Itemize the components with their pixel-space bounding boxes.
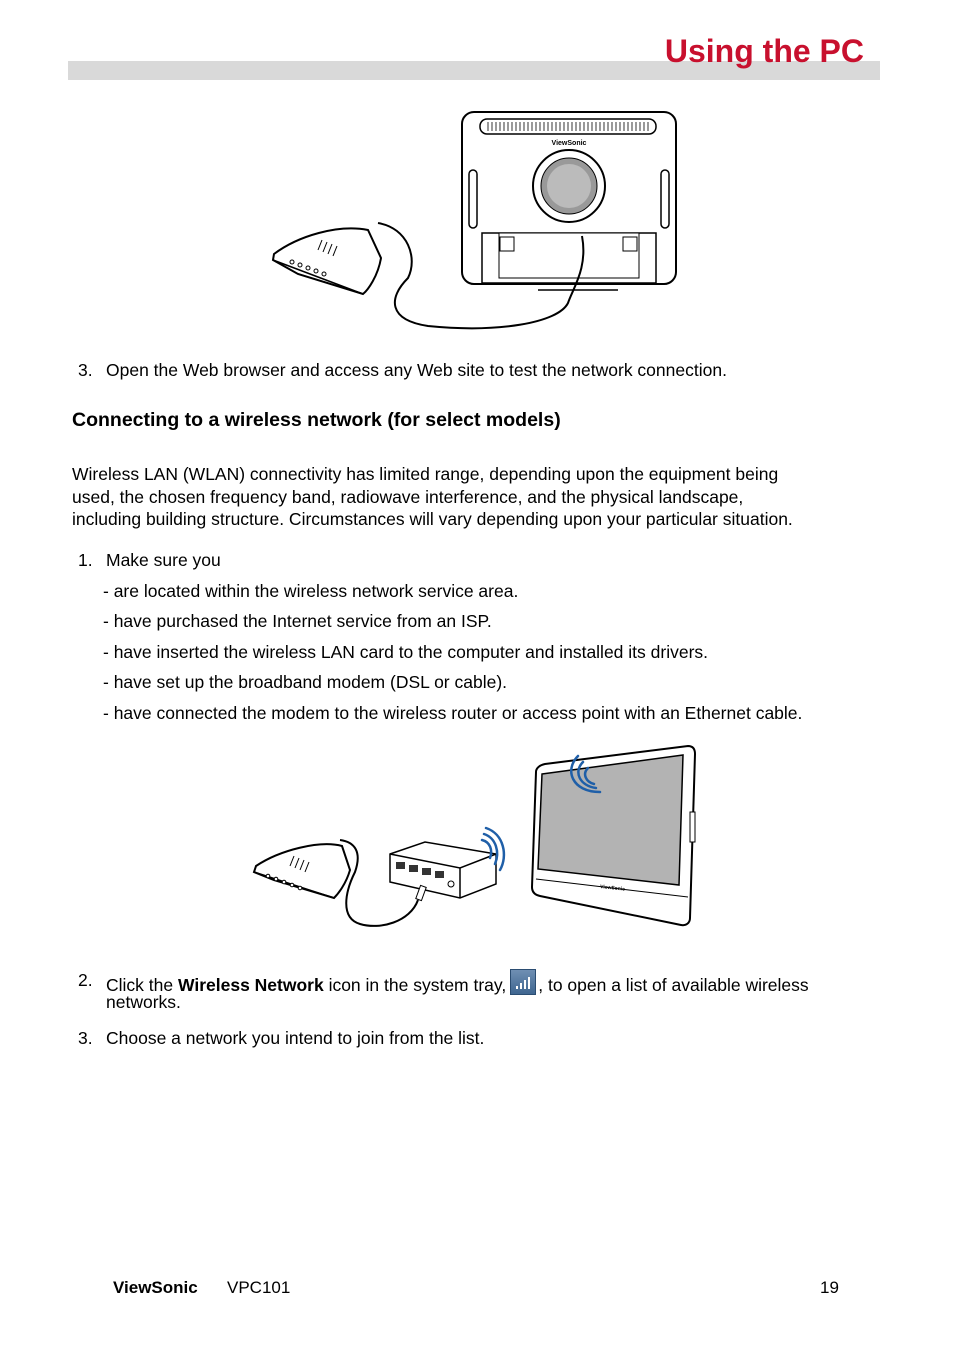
step-number: 3. (78, 360, 93, 380)
wired-connection-illustration (268, 108, 683, 343)
requirement-item: - have set up the broadband modem (DSL or cable). (103, 672, 508, 692)
intro-line: used, the chosen frequency band, radiowave interference, and the physical landscape, (72, 486, 744, 507)
footer-brand: ViewSonic (113, 1278, 198, 1297)
step-text: Open the Web browser and access any Web site to test the network connection. (106, 360, 727, 380)
requirement-item: - are located within the wireless network service area. (103, 581, 519, 601)
wireless-network-term: Wireless Network (177, 975, 324, 995)
requirement-item: - have purchased the Internet service from an ISP. (103, 611, 492, 631)
requirement-item: - have connected the modem to the wireless router or access point with an Ethernet cable. (103, 703, 803, 723)
step-number: 3. (78, 1028, 93, 1048)
page-number: 19 (820, 1278, 839, 1297)
step-text-suffix: , to open a list of available wireless (538, 975, 809, 995)
pc-brand-label: ViewSonic (551, 140, 587, 147)
step-text-middle: icon in the system tray, (323, 975, 507, 995)
footer-model: VPC101 (227, 1278, 291, 1297)
step-text-prefix: Click the (106, 975, 178, 995)
step-text-continued: networks. (106, 992, 181, 1012)
monitor-brand-label: ViewSonic (599, 884, 626, 893)
requirement-item: - have inserted the wireless LAN card to the computer and installed its drivers. (103, 642, 709, 662)
step-text (106, 969, 809, 996)
step-text: Choose a network you intend to join from the list. (106, 1028, 485, 1048)
wireless-connection-illustration (250, 742, 700, 932)
intro-paragraph (72, 463, 872, 531)
wireless-network-icon (510, 969, 536, 995)
section-heading: Connecting to a wireless network (for select models) (72, 409, 561, 431)
step-number: 2. (78, 970, 93, 990)
intro-line: including building structure. Circumstances will vary depending upon your particular situation. (72, 509, 793, 529)
step-text: Make sure you (106, 550, 221, 570)
page-title: Using the PC (664, 33, 864, 69)
intro-line: Wireless LAN (WLAN) connectivity has limited range, depending upon the equipment being (72, 464, 779, 484)
step-number: 1. (78, 550, 93, 570)
